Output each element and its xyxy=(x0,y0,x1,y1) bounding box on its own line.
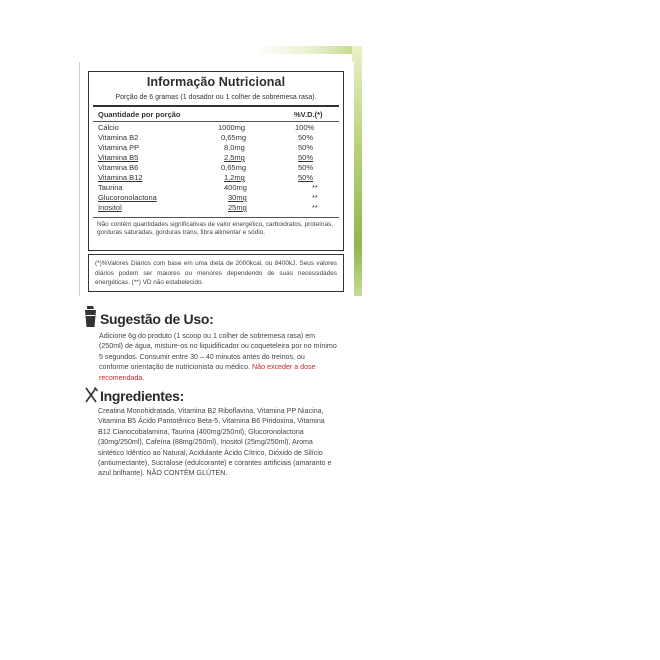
nutrient-dv: 50% xyxy=(298,153,314,162)
header-quantity: Quantidade por porção xyxy=(98,110,181,119)
decorative-green-bar-top xyxy=(256,46,362,54)
ingredients-line: Vitamina B5 Ácido Pantotênico Beta-5, Vitamina B6 Piridoxina, Vitamina xyxy=(98,417,325,426)
divider xyxy=(93,217,339,218)
table-row xyxy=(89,143,343,153)
nutrient-dv: 50% xyxy=(298,133,314,142)
usage-title: Sugestão de Uso: xyxy=(100,311,214,327)
table-row xyxy=(89,133,343,143)
nutrient-dv: 50% xyxy=(298,163,314,172)
ingredients-line: (30mg/250ml), Cafeína (88mg/250ml), Inositol (25mg/250ml), Aroma xyxy=(98,438,313,447)
shaker-cup-icon xyxy=(84,306,98,328)
nutrient-amount: 8,0mg xyxy=(224,143,245,152)
ingredients-line: sintético Idêntico ao Natural, Acidulante Ácido Cítrico, Dióxido de Silício xyxy=(98,448,323,457)
ingredients-line: Creatina Monohidratada, Vitamina B2 Riboflavina, Vitamina PP Niacina, xyxy=(98,407,324,415)
nutrient-dv: ** xyxy=(312,183,318,192)
divider xyxy=(93,105,339,107)
nutrient-amount: 400mg xyxy=(224,183,247,192)
nutrient-name: Glucoronolactona xyxy=(98,193,157,202)
nutrient-dv: 50% xyxy=(298,173,314,182)
divider xyxy=(93,121,339,122)
usage-line: (250ml) de água, misture-os no liquidificador ou coqueteleira por no mínimo xyxy=(99,342,337,351)
table-row xyxy=(89,173,343,183)
nutrient-dv: 50% xyxy=(298,143,314,152)
nutrient-amount: 1,2mg xyxy=(224,173,245,182)
portion-text: Porção de 6 gramas (1 dosador ou 1 colher de sobremesa rasa). xyxy=(115,94,317,101)
nutrient-dv: 100% xyxy=(295,123,315,132)
nutrient-name: Vitamina B12 xyxy=(98,173,143,182)
nutrient-dv: ** xyxy=(312,203,318,212)
nutrient-name: Vitamina B6 xyxy=(98,163,139,172)
table-row xyxy=(89,153,343,163)
nutrient-name: Vitamina B2 xyxy=(98,133,139,142)
table-row xyxy=(89,163,343,173)
ingredients-line: (antiumectante), Sucralose (edulcorante) e corantes artificiais (amaranto e xyxy=(98,459,332,468)
nutrient-dv: ** xyxy=(312,193,318,202)
header-dv: %V.D.(*) xyxy=(294,110,323,119)
nutrient-name: Cálcio xyxy=(98,123,119,132)
nutrition-title: Informação Nutricional xyxy=(146,75,286,89)
nutrition-facts-table xyxy=(88,71,344,251)
nutrient-amount: 1000mg xyxy=(218,123,246,132)
daily-values-footnote: (*)%Valores Diários com base em uma dieta de 2000kcal, ou 8400kJ. Seus valores diários podem ser maiores ou menores dependendo de suas necessidades energéticas. (**) VD não estabelecido. xyxy=(95,260,337,286)
ingredients-line: azul brilhante). NÃO CONTÉM GLÚTEN. xyxy=(98,469,228,478)
table-row xyxy=(89,203,343,213)
usage-warning: Não exceder a dose xyxy=(252,363,316,372)
table-row xyxy=(89,193,343,203)
nutrient-name: Taurina xyxy=(98,183,123,192)
nutrient-amount: 2,5mg xyxy=(224,153,245,162)
ingredients-text xyxy=(98,406,350,479)
footnote-box xyxy=(88,254,344,292)
nutrition-note: Não contém quantidades significativas de valor energético, carboidratos, proteínas, gorduras saturadas, gorduras trans, fibra alimentar e sódio. xyxy=(97,221,333,237)
fork-knife-icon xyxy=(84,387,98,403)
nutrient-name: Vitamina PP xyxy=(98,143,140,152)
table-row xyxy=(89,183,343,193)
ingredients-title: Ingredientes: xyxy=(100,388,185,404)
nutrient-name: Inositol xyxy=(98,203,122,212)
nutrient-amount: 30mg xyxy=(228,193,247,202)
table-row xyxy=(89,123,343,133)
nutrient-amount: 0,65mg xyxy=(221,163,247,172)
nutrient-name: Vitamina B5 xyxy=(98,153,139,162)
usage-warning: recomendada. xyxy=(99,373,145,382)
nutrient-amount: 0,65mg xyxy=(221,133,247,142)
ingredients-line: B12 Cianocobalamina, Taurina (400mg/250ml), Glucoronolactona xyxy=(98,427,304,436)
usage-line: 5 segundos. Consumir entre 30 – 40 minutos antes do treinos, ou xyxy=(99,352,305,361)
usage-text xyxy=(99,331,349,383)
nutrient-amount: 25mg xyxy=(228,203,247,212)
usage-line: conforme orientação de nutricionista ou médico. xyxy=(99,363,251,372)
usage-line: Adicione 6g do produto (1 scoop ou 1 colher de sobremesa rasa) em xyxy=(99,332,316,340)
